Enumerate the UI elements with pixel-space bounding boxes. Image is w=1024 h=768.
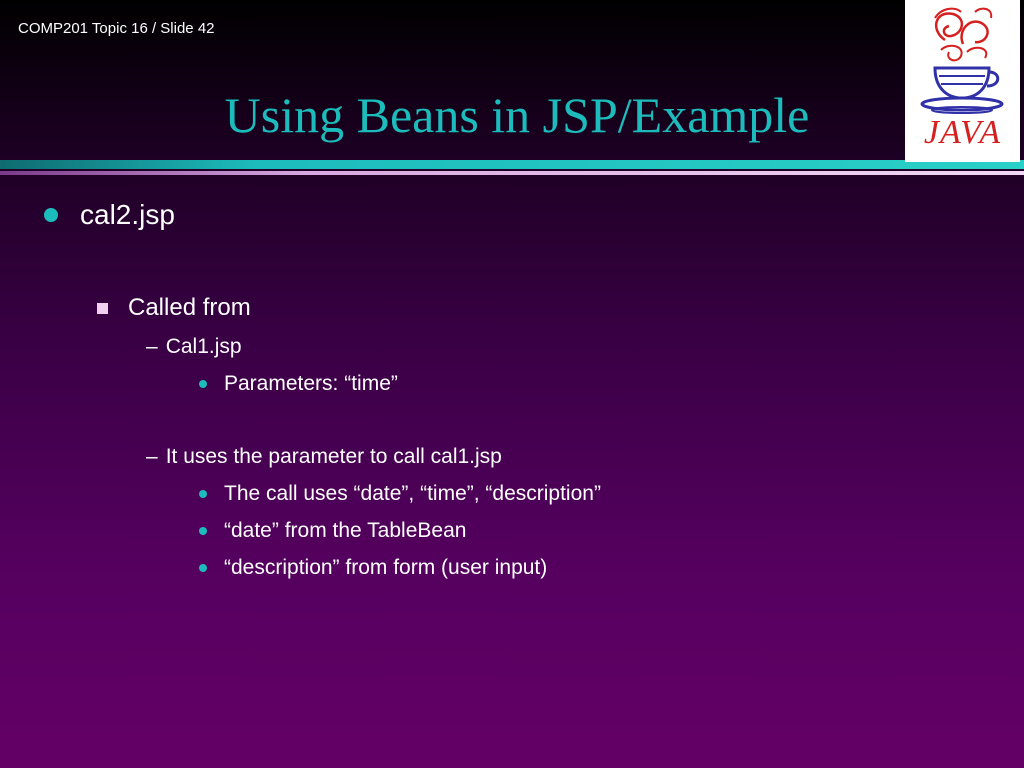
bullet-dot-icon [199,527,207,535]
bullet-level3 [146,333,242,361]
bullet-dot-icon [199,490,207,498]
bullet-level1 [44,197,175,233]
bullet-text: Cal1.jsp [165,335,242,358]
bullet-dot-icon [199,380,207,388]
bullet-dash: – [146,335,158,358]
slide-number-label: COMP201 Topic 16 / Slide 42 [18,20,215,37]
bullet-dot-icon [44,208,58,222]
bullet-dot-icon [199,564,207,572]
bullet-level4 [199,480,601,508]
bullet-level4 [199,554,547,582]
bullet-level2 [97,292,251,324]
bullet-text: Parameters: “time” [224,372,398,395]
logo-wordmark: JAVA [923,114,1002,151]
bullet-text: Called from [128,294,251,321]
bullet-text: “date” from the TableBean [224,519,467,542]
bullet-text: It uses the parameter to call cal1.jsp [165,445,502,468]
bullet-dash: – [146,445,158,468]
bullet-square-icon [97,303,108,314]
bullet-level3 [146,443,502,471]
bullet-text: cal2.jsp [80,199,175,230]
bullet-level4 [199,370,398,398]
title-divider [0,160,1024,177]
slide-title: Using Beans in JSP/Example [224,87,810,143]
bullet-text: “description” from form (user input) [224,556,548,579]
bullet-level4 [199,517,466,545]
java-logo [905,0,1020,162]
bullet-text: The call uses “date”, “time”, “description” [224,482,601,505]
